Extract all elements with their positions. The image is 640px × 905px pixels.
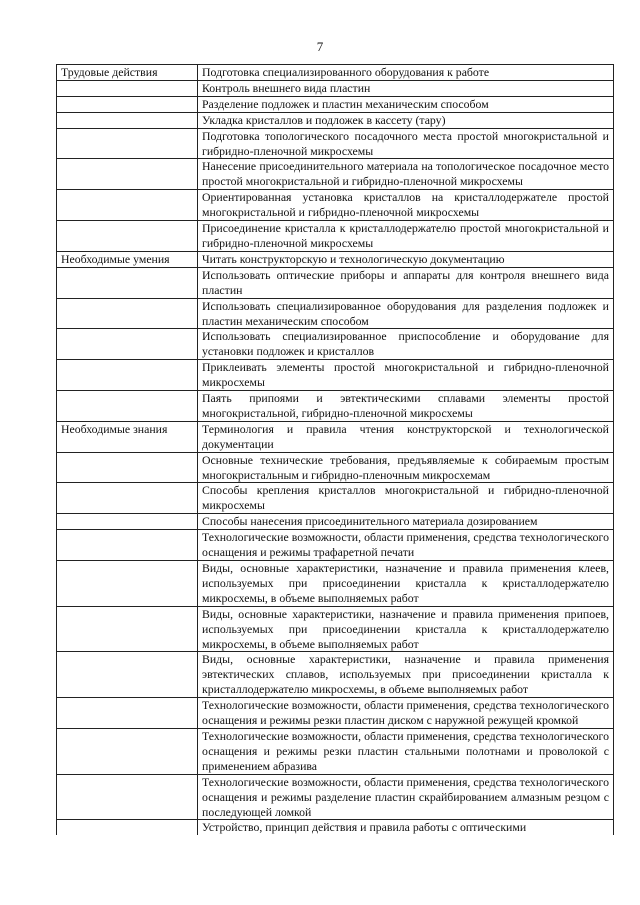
requirement-item: Нанесение присоединительного материала на топологическое посадочное место простой многокристальной и гибридно-пленочной микросхемы [198,159,614,190]
requirement-item: Подготовка специализированного оборудования к работе [198,65,614,81]
table-row [57,112,614,128]
requirement-item: Использовать специализированное оборудования для разделения подложек и пластин механическим способом [198,298,614,329]
table-row [57,606,614,652]
table-row [57,159,614,190]
table-row [57,298,614,329]
requirement-item: Паять припоями и эвтектическими сплавами элементы простой многокристальной, гибридно-пленочной микросхемы [198,391,614,422]
section-label-cell [57,80,198,96]
table-row [57,329,614,360]
requirement-item: Контроль внешнего вида пластин [198,80,614,96]
section-label-cell [57,561,198,607]
table-row [57,421,614,452]
page-number: 7 [316,39,324,54]
table-row [57,514,614,530]
requirement-item: Основные технические требования, предъявляемые к собираемым простым многокристальным и гибридно-пленочным микросхемам [198,452,614,483]
section-label-cell [57,112,198,128]
section-label-cell [57,190,198,221]
section-label-cell [57,652,198,698]
section-label-cell [57,530,198,561]
table-row [57,483,614,514]
requirement-item: Технологические возможности, области применения, средства технологического оснащения и режимы резки пластин диском с наружной режущей кромкой [198,698,614,729]
qualification-table [56,64,614,835]
table-row [57,190,614,221]
table-row [57,728,614,774]
section-label-cell [57,698,198,729]
section-label-cell [57,514,198,530]
requirement-item: Технологические возможности, области применения, средства технологического оснащения и режимы трафаретной печати [198,530,614,561]
section-label-cell [57,221,198,252]
requirement-item: Виды, основные характеристики, назначение и правила применения припоев, используемых при присоединении кристалла к кристаллодержателю микросхемы, в объеме выполняемых работ [198,606,614,652]
table-row [57,652,614,698]
requirement-item: Способы нанесения присоединительного материала дозированием [198,514,614,530]
section-label-cell [57,820,198,835]
section-label-cell [57,452,198,483]
table-row [57,221,614,252]
section-label-cell [57,329,198,360]
requirement-item: Присоединение кристалла к кристаллодержателю простой многокристальной и гибридно-пленочной микросхемы [198,221,614,252]
requirement-item: Приклеивать элементы простой многокристальной и гибридно-пленочной микросхемы [198,360,614,391]
section-label-cell [57,728,198,774]
requirement-item: Разделение подложек и пластин механическим способом [198,96,614,112]
section-label-cell [57,298,198,329]
requirement-item: Виды, основные характеристики, назначение и правила применения эвтектических сплавов, используемых при присоединении кристалла к кристаллодержателю микросхемы, в объеме выполняемых работ [198,652,614,698]
table-row [57,360,614,391]
section-label: Необходимые умения [57,251,198,267]
table-row [57,561,614,607]
section-label-cell [57,391,198,422]
table-row [57,452,614,483]
requirement-item: Использовать оптические приборы и аппараты для контроля внешнего вида пластин [198,267,614,298]
table-row [57,698,614,729]
requirement-item: Технологические возможности, области применения, средства технологического оснащения и режимы разделение пластин скрайбированием алмазным резцом с последующей ломкой [198,774,614,820]
table-row [57,530,614,561]
section-label-cell [57,267,198,298]
table-row [57,251,614,267]
section-label-cell [57,128,198,159]
table-row [57,96,614,112]
section-label-cell [57,774,198,820]
table-row [57,774,614,820]
section-label-cell [57,360,198,391]
table-row [57,267,614,298]
requirement-item: Технологические возможности, области применения, средства технологического оснащения и режимы резки пластин стальными полотнами и проволокой с применением абразива [198,728,614,774]
requirement-item: Способы крепления кристаллов многокристальной и гибридно-пленочной микросхемы [198,483,614,514]
section-label-cell [57,606,198,652]
table-row [57,128,614,159]
table-row [57,391,614,422]
section-label-cell [57,159,198,190]
requirement-item: Виды, основные характеристики, назначение и правила применения клеев, используемых при присоединении кристалла к кристаллодержателю микросхемы, в объеме выполняемых работ [198,561,614,607]
section-label: Трудовые действия [57,65,198,81]
requirement-item: Терминология и правила чтения конструкторской и технологической документации [198,421,614,452]
requirement-item: Устройство, принцип действия и правила работы с оптическими [198,820,614,835]
table-row [57,820,614,835]
requirement-item: Использовать специализированное приспособление и оборудование для установки подложек и кристаллов [198,329,614,360]
requirement-item: Укладка кристаллов и подложек в кассету (тару) [198,112,614,128]
section-label-cell [57,96,198,112]
table-row [57,65,614,81]
section-label-cell [57,483,198,514]
requirement-item: Ориентированная установка кристаллов на кристаллодержателе простой многокристальной и гибридно-пленочной микросхемы [198,190,614,221]
table-row [57,80,614,96]
section-label: Необходимые знания [57,421,198,452]
requirement-item: Подготовка топологического посадочного места простой многокристальной и гибридно-пленочной микросхемы [198,128,614,159]
requirement-item: Читать конструкторскую и технологическую документацию [198,251,614,267]
